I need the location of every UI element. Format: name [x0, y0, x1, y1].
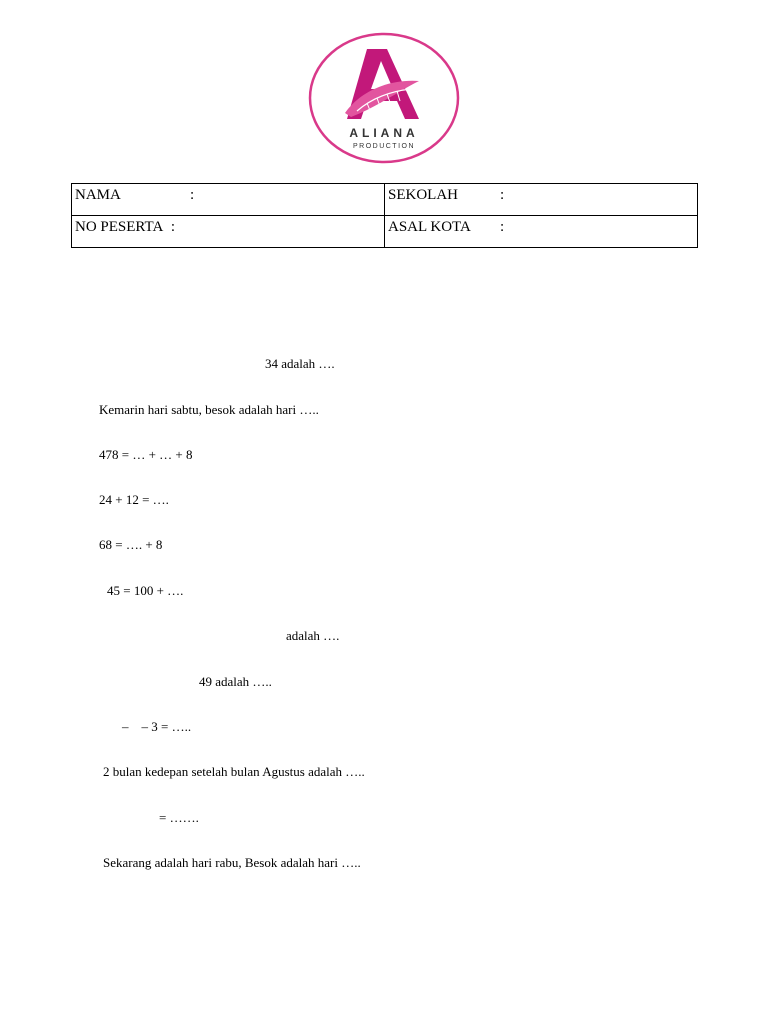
question-4: 24 + 12 = ….	[99, 492, 169, 507]
logo-brand-name: ALIANA	[349, 126, 419, 140]
name-cell[interactable]: NAMA :	[72, 184, 385, 216]
participant-number-label: NO PESERTA	[75, 219, 164, 235]
question-5: 68 = …. + 8	[99, 537, 163, 552]
aliana-production-logo	[307, 31, 462, 166]
participant-number-cell[interactable]: NO PESERTA :	[72, 216, 385, 248]
school-cell[interactable]: SEKOLAH :	[385, 184, 698, 216]
question-12: Sekarang adalah hari rabu, Besok adalah hari …..	[103, 855, 361, 870]
question-3: 478 = … + … + 8	[99, 447, 193, 462]
question-10: 2 bulan kedepan setelah bulan Agustus adalah …..	[103, 764, 365, 779]
question-7: adalah ….	[286, 628, 340, 643]
name-label: NAMA	[75, 187, 121, 203]
city-label: ASAL KOTA	[388, 219, 471, 235]
question-8: 49 adalah …..	[199, 674, 272, 689]
city-cell[interactable]: ASAL KOTA :	[385, 216, 698, 248]
question-11: = …….	[159, 810, 199, 825]
question-1: 34 adalah ….	[265, 356, 335, 371]
question-9: – – 3 = …..	[122, 719, 192, 734]
school-label: SEKOLAH	[388, 187, 458, 203]
question-6: 45 = 100 + ….	[107, 583, 184, 598]
table-row	[72, 216, 698, 248]
table-row	[72, 184, 698, 216]
identity-table	[71, 183, 698, 248]
logo-brand-sub: PRODUCTION	[352, 143, 416, 150]
question-2: Kemarin hari sabtu, besok adalah hari …..	[99, 402, 319, 417]
